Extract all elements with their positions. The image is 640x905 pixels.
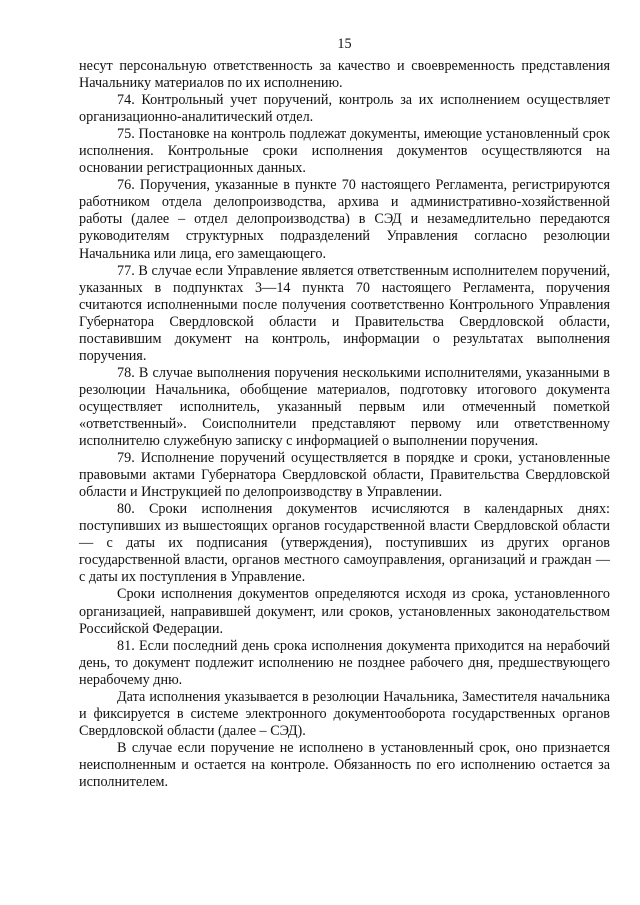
paragraph-79: 79. Исполнение поручений осуществляется в порядке и сроки, установленные правовыми актами Губернатора Свердловской области, Правительства Свердловской области и Инструкцией по делопроизводству в Управлении.	[79, 450, 610, 501]
paragraph-78: 78. В случае выполнения поручения несколькими исполнителями, указанными в резолюции Начальника, обобщение материалов, подготовку итогового документа осуществляет исполнитель, указанный первым или отмеченный пометкой «ответственный». Соисполнители представляют первому или ответственному исполнителю служебную записку с информацией о выполнении поручения.	[79, 364, 610, 450]
paragraph-81-unfulfilled: В случае если поручение не исполнено в установленный срок, оно признается неисполненным и остается на контроле. Обязанность по его исполнению остается за исполнителем.	[79, 739, 610, 790]
document-page	[79, 36, 610, 791]
paragraph-80-deadlines: Сроки исполнения документов определяются исходя из срока, установленного организацией, направившей документ, или сроков, установленных законодательством Российской Федерации.	[79, 586, 610, 637]
paragraph-81: 81. Если последний день срока исполнения документа приходится на нерабочий день, то документ подлежит исполнению не позднее рабочего дня, предшествующего нерабочему дню.	[79, 637, 610, 688]
paragraph-77: 77. В случае если Управление является ответственным исполнителем поручений, указанных в подпунктах 3—14 пункта 70 настоящего Регламента, поручения считаются исполненными после получения соответственно Контрольного Управления Губернатора Свердловской области и Правительства Свердловской области, поставившим документ на контроль, информации о результатах выполнения поручения.	[79, 262, 610, 364]
paragraph-80: 80. Сроки исполнения документов исчисляются в календарных днях: поступивших из вышестоящих органов государственной власти Свердловской области — с даты их подписания (утверждения), поступивших из других органов государственной власти, органов местного самоуправления, организаций и граждан — с даты их поступления в Управление.	[79, 501, 610, 586]
paragraph-continuation: несут персональную ответственность за качество и своевременность представления Начальнику материалов по их исполнению.	[79, 58, 610, 92]
paragraph-81-execution-date: Дата исполнения указывается в резолюции Начальника, Заместителя начальника и фиксируется в системе электронного документооборота государственных органов Свердловской области (далее – СЭД).	[79, 688, 610, 739]
paragraph-74: 74. Контрольный учет поручений, контроль за их исполнением осуществляет организационно-аналитический отдел.	[79, 92, 610, 126]
page-number: 15	[337, 36, 352, 52]
paragraph-76: 76. Поручения, указанные в пункте 70 настоящего Регламента, регистрируются работником отдела делопроизводства, архива и административно-хозяйственной работы (далее – отдел делопроизводства) в СЭД и незамедлительно передаются руководителям структурных подразделений Управления согласно резолюции Начальника или лица, его замещающего.	[79, 177, 610, 262]
paragraph-75: 75. Постановке на контроль подлежат документы, имеющие установленный срок исполнения. Контрольные сроки исполнения документов осуществляются на основании регистрационных данных.	[79, 126, 610, 177]
